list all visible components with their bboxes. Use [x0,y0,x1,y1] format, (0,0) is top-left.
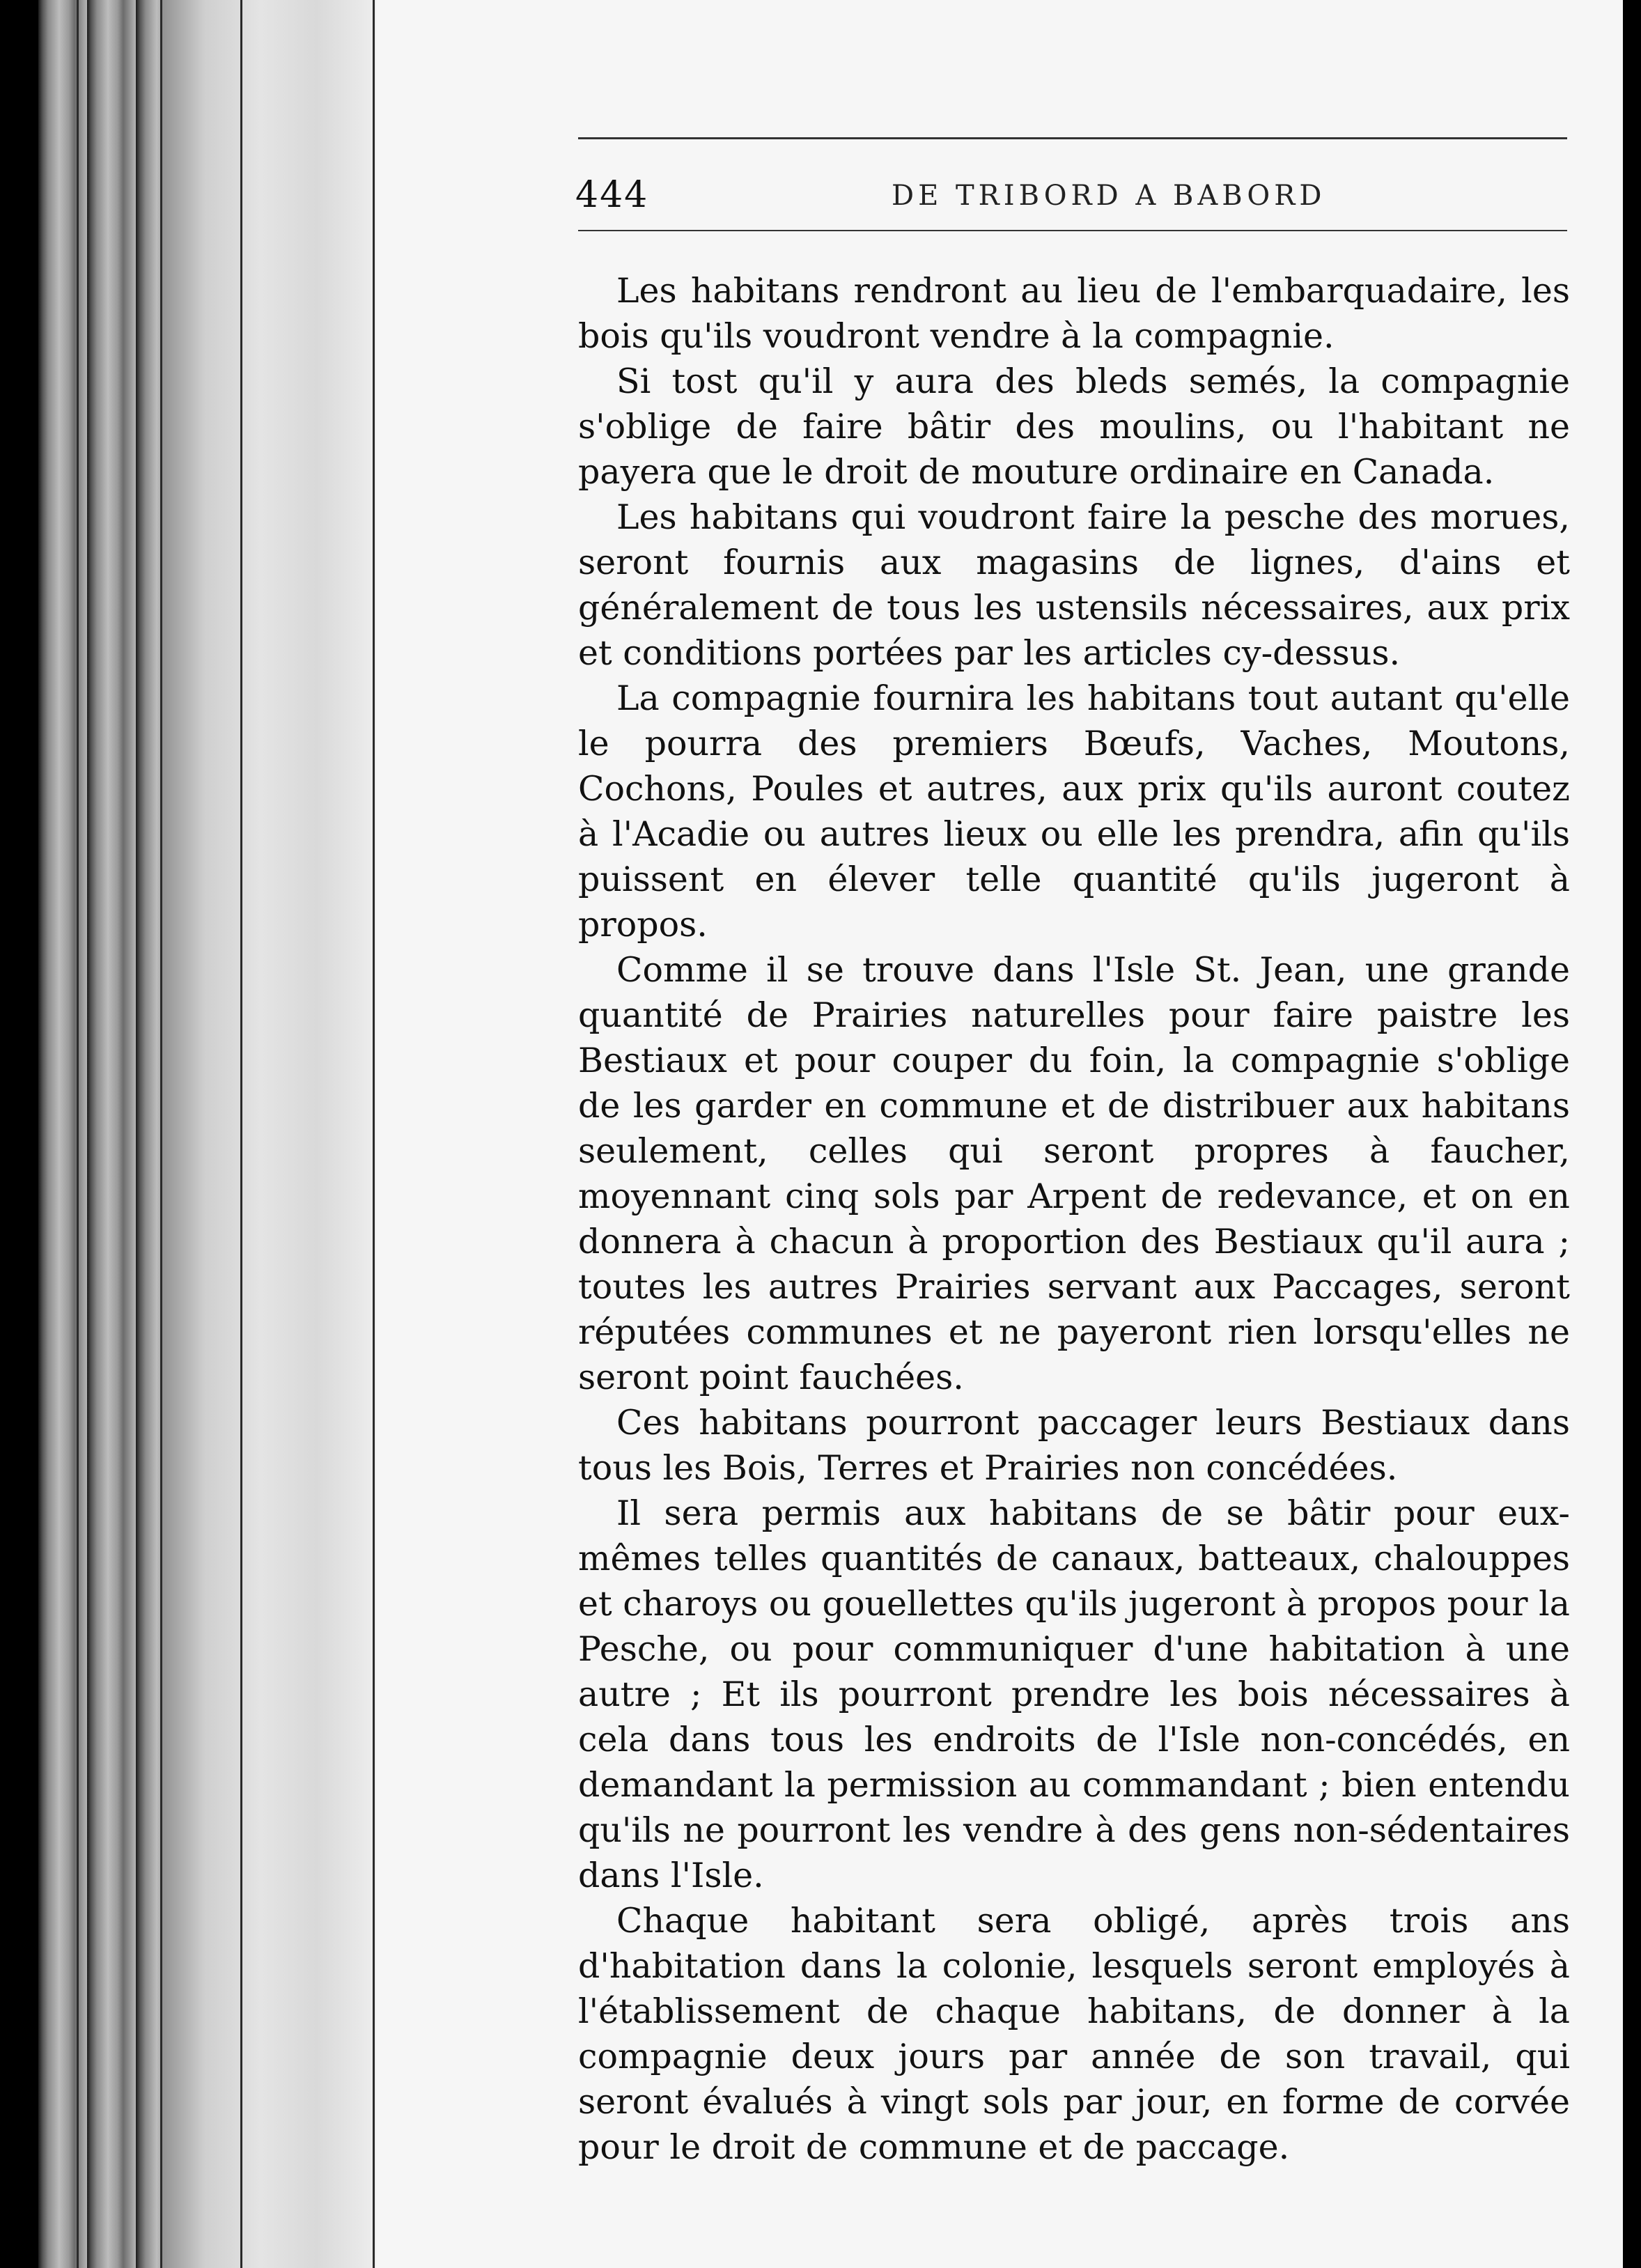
paragraph: Comme il se trouve dans l'Isle St. Jean, une grande quantité de Prairies naturelles pour faire paistre les Bestiaux et pour couper du foin, la compagnie s'oblige de les garder en commune et de distribuer aux habitans seulement, celles qui seront propres à faucher, moyennant cinq sols par Arpent de redevance, et on en donnera à chacun à proportion des Bestiaux qu'il aura ; toutes les autres Prairies servant aux Paccages, seront réputées communes et ne payeront rien lorsqu'elles ne seront point fauchées. [578,950,1570,1397]
paragraph: La compagnie fournira les habitans tout autant qu'elle le pourra des premiers Bœufs, Vaches, Moutons, Cochons, Poules et autres, aux prix qu'ils auront coutez à l'Acadie ou autres lieux ou elle les prendra, afin qu'ils puissent en élever telle quantité qu'ils jugeront à propos. [578,678,1570,945]
page-edge-line [240,0,242,2268]
page-edge-line [160,0,162,2268]
paragraph: Ces habitans pourront paccager leurs Bestiaux dans tous les Bois, Terres et Prairies non concédées. [578,1403,1570,1488]
page-edge-line [373,0,375,2268]
paragraph: Les habitans rendront au lieu de l'embarquadaire, les bois qu'ils voudront vendre à la compagnie. [578,271,1570,356]
paragraph: Il sera permis aux habitans de se bâtir pour eux-mêmes telles quantités de canaux, batteaux, chalouppes et charoys ou gouellettes qu'ils jugeront à propos pour la Pesche, ou pour communiquer d'une habitation à une autre ; Et ils pourront prendre les bois nécessaires à cela dans tous les endroits de l'Isle non-concédés, en demandant la permission au commandant ; bien entendu qu'ils ne pourront les vendre à des gens non-sédentaires dans l'Isle. [578,1493,1570,1895]
paragraph: Chaque habitant sera obligé, après trois ans d'habitation dans la colonie, lesquels seront employés à l'établissement de chaque habitans, de donner à la compagnie deux jours par année de son travail, qui seront évalués à vingt sols par jour, en forme de corvée pour le droit de commune et de paccage. [578,1901,1570,2167]
paragraph: Les habitans qui voudront faire la pesche des morues, seront fournis aux magasins de lignes, d'ains et généralement de tous les ustensils nécessaires, aux prix et conditions portées par les articles cy-dessus. [578,497,1570,673]
book-page-edges-light [160,0,383,2268]
paragraph: Si tost qu'il y aura des bleds semés, la compagnie s'oblige de faire bâtir des moulins, ou l'habitant ne payera que le droit de mouture ordinaire en Canada. [578,362,1570,492]
page-number: 444 [575,174,649,216]
running-title: DE TRIBORD A BABORD [892,180,1326,212]
body-text [578,268,1570,2170]
header-bottom-rule [578,230,1567,231]
page-edge-line [77,0,79,2268]
header-top-rule [578,137,1567,139]
